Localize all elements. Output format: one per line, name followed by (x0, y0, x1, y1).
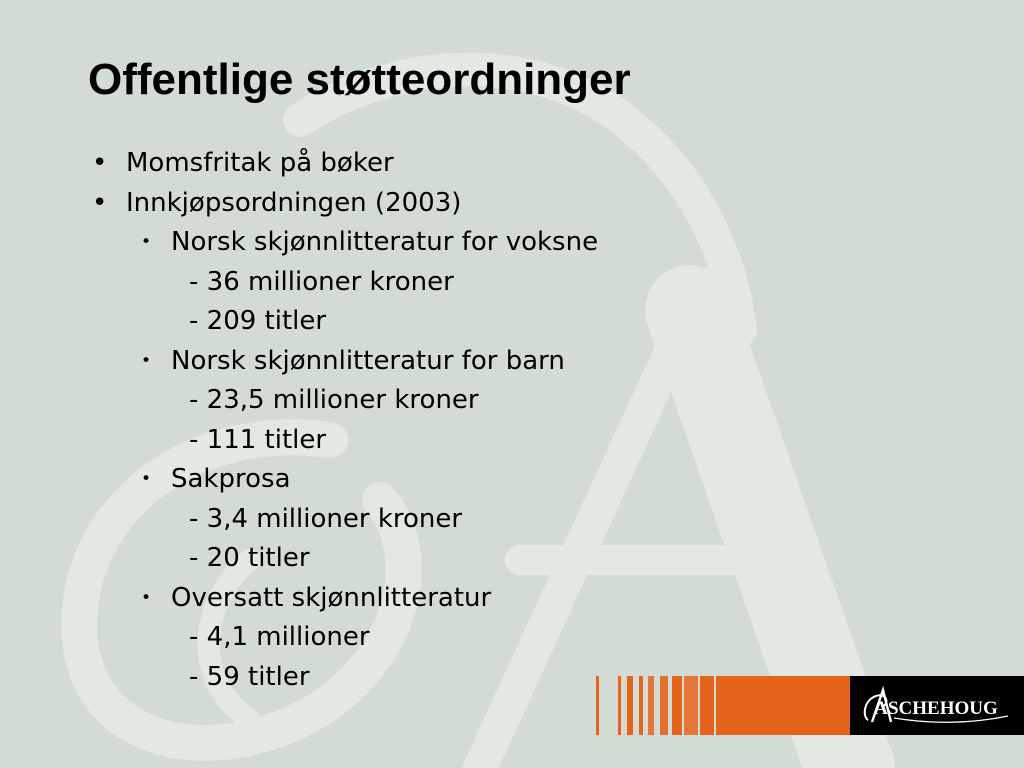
aschehoug-logo (850, 676, 1024, 735)
bullet-text: - 23,5 millioner kroner (189, 385, 479, 415)
bullet-dot-icon: • (141, 232, 152, 252)
bullet-text: - 36 millioner kroner (189, 267, 454, 297)
bullet-text: Sakprosa (171, 464, 291, 494)
bullet-dot-icon: • (141, 351, 152, 371)
bullet-text: - 209 titler (189, 306, 327, 336)
bullet-text: - 4,1 millioner (189, 622, 370, 652)
bullet-text: - 20 titler (189, 543, 310, 573)
bullet-text: - 3,4 millioner kroner (189, 504, 463, 534)
bullet-text: Oversatt skjønnlitteratur (171, 583, 492, 613)
bullet-text: Momsfritak på bøker (126, 148, 394, 178)
bullet-text: - 111 titler (189, 425, 327, 455)
bullet-dot-icon: • (141, 469, 152, 489)
slide-title: Offentlige støtteordninger (88, 55, 631, 104)
logo-text: ASCHEHOUG (874, 698, 998, 719)
bullet-text: Norsk skjønnlitteratur for voksne (171, 227, 599, 257)
bullet-text: Innkjøpsordningen (2003) (126, 188, 462, 218)
bullet-dot-icon: • (92, 148, 108, 178)
bullet-text: Norsk skjønnlitteratur for barn (171, 346, 565, 376)
bullet-dot-icon: • (141, 588, 152, 608)
bullet-dot-icon: • (92, 188, 108, 218)
bullet-text: - 59 titler (189, 662, 310, 692)
